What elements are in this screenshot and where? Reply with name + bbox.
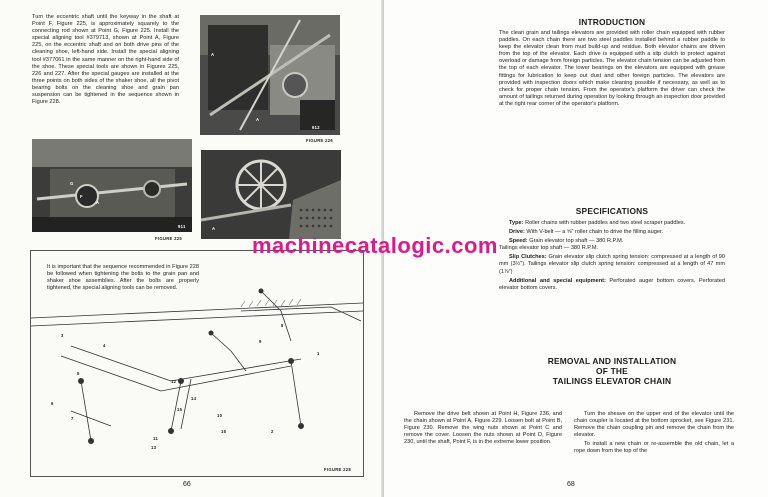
- diagram-label-15: 15: [177, 407, 183, 412]
- diagram-label-12: 12: [171, 379, 177, 384]
- removal-column-2-para-1: Turn the sheave on the upper end of the elevator until the chain coupler is located at the bottom sprocket, see Figure 231. Remove the chain coupling pin and remove the chain from the elevator.: [574, 411, 734, 439]
- watermark-text: machinecatalogic.com: [252, 233, 498, 258]
- spec-slip-value: Grain elevator slip clutch spring tension: compressed at a length of 90 mm (3½"). Tailings elevator slip clutch spring tension: compressed at a length of 47 mm (1⅞"): [499, 254, 725, 275]
- spec-speed: [499, 238, 725, 252]
- label-a-225: A: [96, 200, 100, 205]
- diagram-label-6: 6: [51, 401, 54, 406]
- spec-drive-label: Drive:: [509, 229, 525, 236]
- diagram-label-16: 16: [221, 429, 227, 434]
- figure-225-caption: FIGURE 225: [155, 236, 182, 241]
- label-a-226a: A: [211, 52, 215, 57]
- specifications-block: [499, 220, 725, 294]
- diagram-label-7: 7: [71, 416, 74, 421]
- spec-additional-value: Perforated auger bottom covers. Perforated elevator bottom covers.: [499, 277, 726, 291]
- page-number-66: 66: [183, 481, 191, 488]
- spec-speed-value-1: Grain elevator top shaft — 380 R.P.M.: [529, 238, 624, 245]
- spec-slip-label: Slip Clutches:: [509, 254, 547, 261]
- spec-drive-value: With V-belt — a ⅝" roller chain to drive the filling auger.: [526, 229, 664, 236]
- label-g: G: [70, 181, 74, 186]
- page-number-68: 68: [567, 481, 575, 488]
- removal-column-2: [574, 411, 734, 456]
- diagram-label-5: 5: [77, 371, 80, 376]
- spec-type: [499, 220, 725, 227]
- label-f: F: [80, 194, 83, 199]
- spec-additional-label: Additional and special equipment:: [509, 277, 606, 284]
- introduction-heading: INTRODUCTION: [578, 17, 646, 27]
- diagram-label-3: 3: [61, 333, 64, 338]
- label-911: 911: [178, 224, 186, 229]
- diagram-label-2: 2: [271, 429, 274, 434]
- removal-column-1: Remove the drive belt shown at Point H, Figure 236, and the chain shown at Point A, Figure 229. Loosen bolt at Point B, Figure 230. Remove the wing nuts shown at Point C and remove the cover. Loosen the nuts shown at Point D, Figure 230, until the shaft, Point F, is in the extreme lower position.: [404, 411, 562, 446]
- diagram-label-8: 8: [281, 323, 284, 328]
- spec-additional: [499, 278, 725, 292]
- spec-type-value: Roller chains with rubber paddles and two steel scraper paddles.: [525, 220, 686, 226]
- figure-228-caption: FIGURE 228: [324, 467, 351, 472]
- diagram-label-4: 4: [103, 343, 106, 348]
- removal-heading-line-2: OF THE: [596, 366, 628, 376]
- spec-drive: [499, 229, 725, 236]
- removal-column-2-para-2: To install a new chain or re-assemble the old chain, let a rope down from the top of the: [574, 441, 734, 455]
- diagram-label-9: 9: [259, 339, 262, 344]
- introduction-text: The clean grain and tailings elevators are provided with roller chain equipped with rubber paddles. On each chain there are two steel paddles installed behind a rubber paddle to keep the elevator clean from mud build-up and residue. Both elevator chains are driven from the top of the elevator. Each drive is equipped with a slip clutch to protect against overload or damage from foreign particles. The elevator chain tension can be adjusted from the top of each elevator. The lower bearings on the elevators are equipped with grease fittings for lubrication to keep out dust and other foreign particles. The elevators are provided with inspection doors which make cleaning possible if necessary, as well as to check for proper chain tension. From the operator's platform the driver can check the amount of tailings returned during operation by looking through an inspection door provided at the right rear corner of the operator's platform.: [499, 30, 725, 107]
- diagram-label-14: 14: [191, 396, 197, 401]
- diagram-label-10: 10: [217, 413, 223, 418]
- label-a-227: A: [212, 226, 216, 231]
- removal-heading-line-1: REMOVAL AND INSTALLATION: [547, 356, 677, 366]
- removal-heading-line-3: TAILINGS ELEVATOR CHAIN: [552, 376, 672, 386]
- left-para-2: It is important that the sequence recommended in Figure 228 be followed when tightening the bolts to the grain pan and shaker shoe assemblies. After the bolts are properly tightened, the special aligning tools can be removed.: [47, 264, 199, 292]
- left-para-1: Turn the eccentric shaft until the keyway in the shaft at Point F, Figure 225, is approximately squarely to the connecting rod shown at Point G, Figure 225. Install the special aligning tool #379713, shown at Point A, Figure 225, on the eccentric shaft and on both drive pins of the cleaning shoe, left-hand side. Install the special aligning tool #377061 in the same manner on the right-hand side of the shoe. These special tools are shown in Figures 225, 226 and 227. After the special gauges are installed at the three points on both sides of the shaker shoe, all the pivot bearing bolts on the cleaning shoe and grain pan suspension can be tightened in the sequence shown in Figure 228.: [32, 14, 179, 106]
- figure-226-caption: FIGURE 226: [306, 138, 333, 143]
- diagram-label-1: 1: [317, 351, 320, 356]
- spec-type-label: Type:: [509, 220, 524, 226]
- label-a-226b: A: [256, 117, 260, 122]
- diagram-label-13: 13: [151, 445, 157, 450]
- specifications-heading: SPECIFICATIONS: [575, 206, 649, 216]
- photo-figure-227: [201, 150, 341, 239]
- spec-speed-label: Speed:: [509, 238, 528, 245]
- photo-figure-225: [32, 139, 192, 232]
- diagram-label-11: 11: [153, 436, 159, 441]
- spec-speed-value-2: Tailings elevator top shaft — 380 R.P.M.: [499, 245, 599, 252]
- spec-slip: [499, 254, 725, 275]
- photo-figure-226: [200, 15, 340, 135]
- label-912: 912: [312, 125, 320, 130]
